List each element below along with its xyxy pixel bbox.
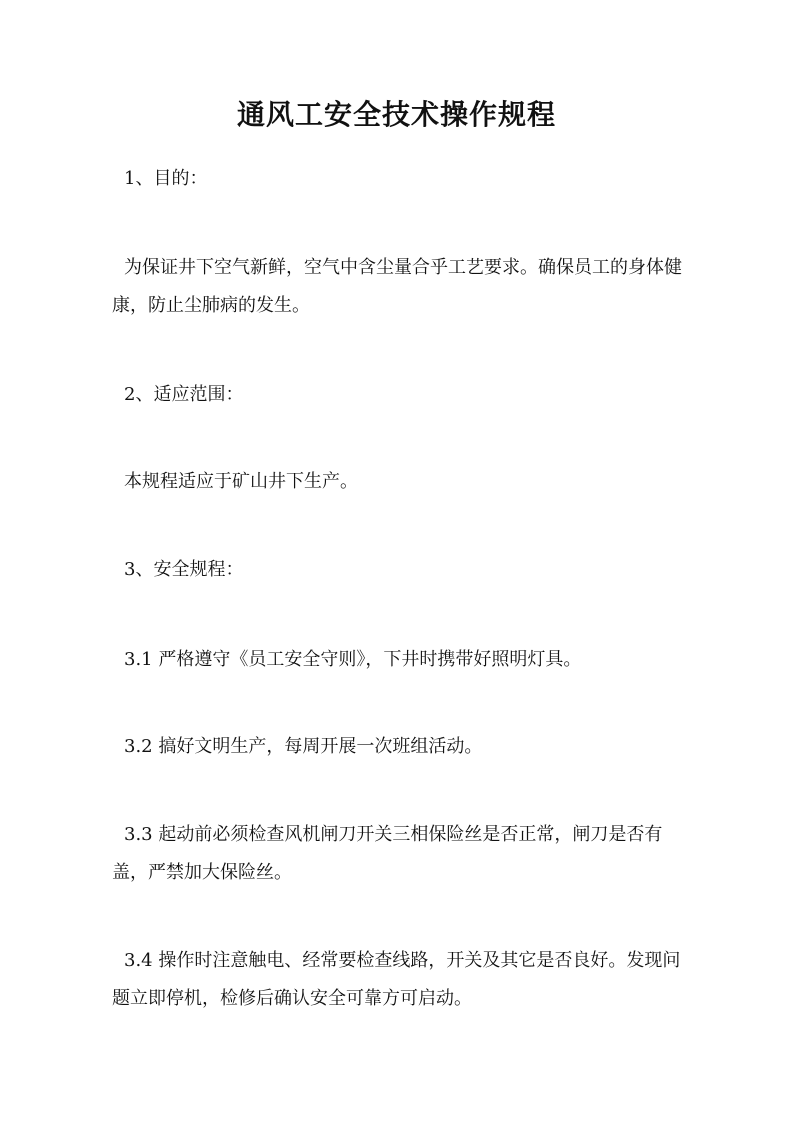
paragraph-purpose: 为保证井下空气新鲜，空气中含尘量合乎工艺要求。确保员工的身体健康，防止尘肺病的发生。 [112, 257, 682, 316]
rule-3-3: 3.3 起动前必须检查风机闸刀开关三相保险丝是否正常，闸刀是否有盖，严禁加大保险丝。 [112, 824, 663, 883]
rule-3-2: 3.2 搞好文明生产，每周开展一次班组活动。 [124, 736, 483, 757]
section-heading-purpose: 1、目的： [124, 168, 208, 189]
rule-3-1: 3.1 严格遵守《员工安全守则》，下井时携带好照明灯具。 [124, 649, 582, 670]
section-heading-scope: 2、适应范围： [124, 384, 244, 405]
paragraph-scope: 本规程适应于矿山井下生产。 [124, 471, 358, 492]
rule-3-4: 3.4 操作时注意触电、经常要检查线路，开关及其它是否良好。发现问题立即停机，检修后确认安全可靠方可启动。 [112, 950, 681, 1009]
section-heading-safety-rules: 3、安全规程： [124, 559, 244, 580]
document-title: 通风工安全技术操作规程 [236, 98, 556, 131]
